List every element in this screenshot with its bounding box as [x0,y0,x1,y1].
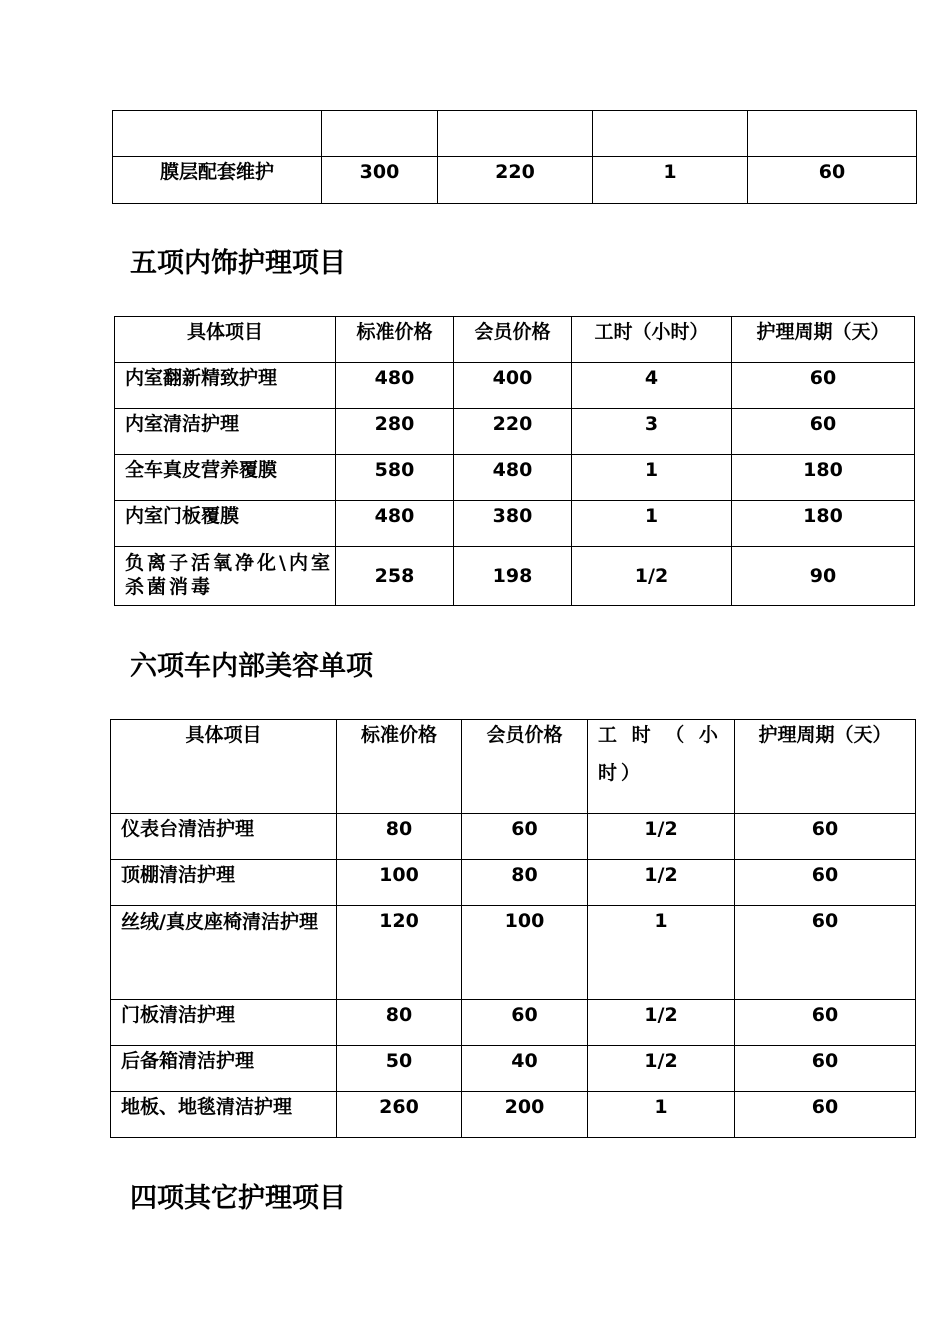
hours-cell: 1/2 [644,1050,678,1072]
header-member-price: 会员价格 [474,321,551,343]
item-name-cell: 内室清洁护理 [125,413,240,435]
table-header-row [115,317,915,363]
hours-cell: 1/2 [644,1004,678,1026]
table-row [115,455,915,501]
item-name-cell: 膜层配套维护 [159,161,274,183]
item-name-cell: 地板、地毯清洁护理 [121,1096,293,1118]
standard-price-cell: 480 [374,505,415,527]
cycle-cell: 60 [811,910,839,932]
item-name-cell: 内室翻新精致护理 [125,367,278,389]
header-hours: 工 时 （ 小时） [598,724,722,784]
section-five-title: 五项内饰护理项目 [130,248,346,279]
member-price-cell: 220 [492,413,533,435]
cycle-cell: 180 [803,505,843,527]
cycle-cell: 90 [809,565,837,587]
table-row [111,1046,916,1092]
section-six-title: 六项车内部美容单项 [130,651,373,682]
table-row [111,1000,916,1046]
table-cell [438,111,593,157]
header-item: 具体项目 [185,724,262,746]
hours-cell: 1 [644,459,659,481]
item-name-cell: 仪表台清洁护理 [121,818,255,840]
standard-price-cell: 280 [374,413,415,435]
standard-price-cell: 258 [374,565,415,587]
table-row [113,157,917,204]
standard-price-cell: 480 [374,367,415,389]
item-name-cell: 全车真皮营养覆膜 [125,459,278,481]
header-cycle: 护理周期（天） [756,321,890,343]
table-cell [322,111,438,157]
header-standard-price: 标准价格 [356,321,433,343]
member-price-cell: 480 [492,459,533,481]
member-price-cell: 220 [495,161,535,183]
item-name-cell: 内室门板覆膜 [125,505,240,527]
member-price-cell: 40 [511,1050,538,1072]
table-row [111,1092,916,1138]
member-price-cell: 198 [492,565,533,587]
member-price-cell: 100 [504,910,545,932]
interior-beauty-table [110,719,916,1138]
hours-cell: 4 [644,367,659,389]
cycle-cell: 60 [811,1004,839,1026]
hours-cell: 1 [644,505,659,527]
header-hours: 工时（小时） [594,321,709,343]
standard-price-cell: 300 [359,161,400,183]
table-row [111,814,916,860]
member-price-cell: 200 [504,1096,545,1118]
member-price-cell: 60 [511,818,538,840]
standard-price-cell: 260 [379,1096,419,1118]
hours-cell: 1 [663,161,677,183]
standard-price-cell: 580 [374,459,415,481]
member-price-cell: 380 [492,505,533,527]
cycle-cell: 60 [809,413,837,435]
standard-price-cell: 80 [385,818,413,840]
hours-cell: 1/2 [644,864,678,886]
cycle-cell: 60 [811,1050,839,1072]
cycle-cell: 60 [809,367,837,389]
top-table [112,110,917,204]
header-member-price: 会员价格 [486,724,563,746]
table-row [115,501,915,547]
hours-cell: 1/2 [634,565,669,587]
item-name-cell: 丝绒/真皮座椅清洁护理 [121,911,318,933]
header-item: 具体项目 [186,321,263,343]
header-standard-price: 标准价格 [360,724,437,746]
item-name-cell: 门板清洁护理 [121,1004,236,1026]
standard-price-cell: 120 [379,910,419,932]
hours-cell: 1 [654,1096,668,1118]
table-header-row [111,720,916,814]
member-price-cell: 60 [511,1004,538,1026]
table-row [113,111,917,157]
table-cell [113,111,322,157]
hours-cell: 1 [654,910,668,932]
table-cell [593,111,748,157]
hours-cell: 3 [644,413,659,435]
member-price-cell: 400 [492,367,533,389]
header-cycle: 护理周期（天） [758,724,892,746]
cycle-cell: 180 [803,459,843,481]
table-cell [748,111,917,157]
table-row [115,409,915,455]
cycle-cell: 60 [811,818,839,840]
item-name-cell: 顶棚清洁护理 [121,864,236,886]
hours-cell: 1/2 [644,818,678,840]
table-row [115,547,915,606]
standard-price-cell: 50 [385,1050,413,1072]
standard-price-cell: 80 [385,1004,413,1026]
cycle-cell: 60 [811,864,839,886]
item-name-cell: 负离子活氧净化\内室杀菌消毒 [125,552,333,598]
cycle-cell: 60 [811,1096,839,1118]
item-name-cell: 后备箱清洁护理 [121,1050,255,1072]
standard-price-cell: 100 [379,864,419,886]
interior-care-table [114,316,915,606]
table-row [111,906,916,1000]
member-price-cell: 80 [511,864,538,886]
cycle-cell: 60 [818,161,846,183]
section-four-title: 四项其它护理项目 [130,1183,346,1214]
table-row [115,363,915,409]
